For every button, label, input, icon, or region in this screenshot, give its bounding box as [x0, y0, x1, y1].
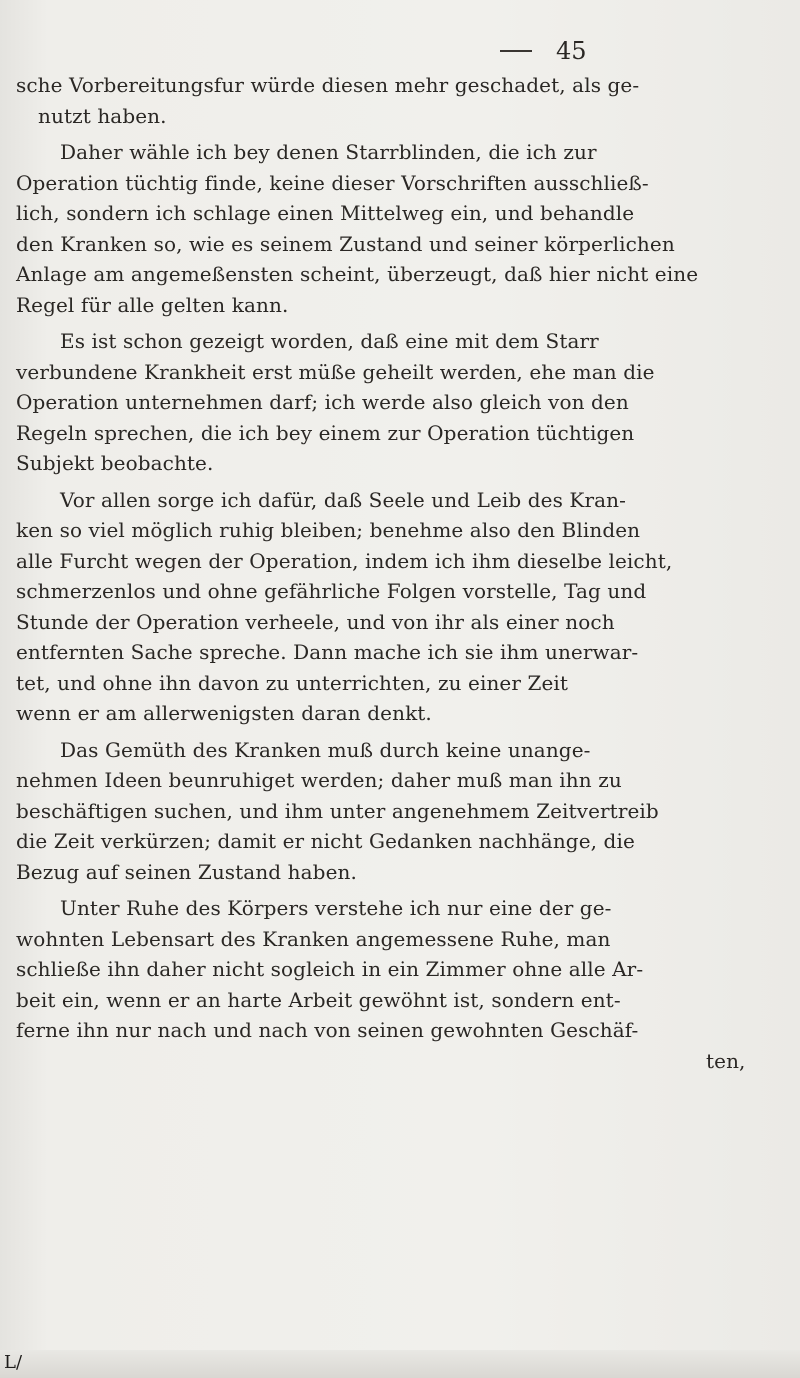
text-line: schließe ihn daher nicht sogleich in ein Zimmer ohne alle Ar- [16, 957, 644, 981]
header-rule [500, 50, 532, 52]
text-line: beit ein, wenn er an harte Arbeit gewöhnt ist, sondern ent- [16, 987, 621, 1012]
corner-mark: L/ [4, 1352, 23, 1373]
text-line: verbundene Krankheit erst müße geheilt werden, ehe man die [16, 359, 655, 384]
page-bottom-edge [0, 1350, 800, 1378]
text-line: schmerzenlos und ohne gefährliche Folgen vorstelle, Tag und [16, 579, 647, 603]
text-line: Anlage am angemeßensten scheint, überzeugt, daß hier nicht eine [16, 262, 699, 286]
text-line: Subjekt beobachte. [16, 451, 214, 475]
page-number: 45 [556, 37, 587, 65]
text-line: nutzt haben. [38, 103, 167, 128]
text-line: Regel für alle gelten kann. [16, 292, 289, 317]
text-line: tet, und ohne ihn davon zu unterrichten, zu einer Zeit [16, 670, 569, 695]
text-line: wenn er am allerwenigsten daran denkt. [16, 701, 432, 725]
text-line: ten, [706, 1048, 746, 1073]
text-line: Vor allen sorge ich dafür, daß Seele und Leib des Kran- [60, 487, 626, 512]
text-line: Unter Ruhe des Körpers verstehe ich nur eine der ge- [60, 896, 612, 920]
text-line: beschäftigen suchen, und ihm unter angenehmem Zeitvertreib [16, 798, 659, 823]
text-line: Es ist schon gezeigt worden, daß eine mit dem Starr [60, 329, 599, 353]
text-line: den Kranken so, wie es seinem Zustand und seiner körperlichen [16, 231, 675, 256]
text-line: sche Vorbereitungsfur würde diesen mehr geschadet, als ge- [16, 73, 640, 97]
text-line: alle Furcht wegen der Operation, indem ich ihm dieselbe leicht, [16, 548, 673, 573]
text-line: ken so viel möglich ruhig bleiben; benehme also den Blinden [16, 518, 641, 542]
text-line: ferne ihn nur nach und nach von seinen gewohnten Geschäf- [16, 1018, 639, 1042]
text-line: Stunde der Operation verheele, und von ihr als einer noch [16, 609, 615, 634]
text-line: Das Gemüth des Kranken muß durch keine unange- [60, 737, 591, 762]
text-line: Daher wähle ich bey denen Starrblinden, die ich zur [60, 140, 597, 164]
text-line: Regeln sprechen, die ich bey einem zur Operation tüchtigen [16, 420, 635, 445]
body-text [16, 70, 786, 1076]
text-line: Operation tüchtig finde, keine dieser Vorschriften ausschließ- [16, 170, 649, 195]
text-line: nehmen Ideen beunruhiget werden; daher muß man ihn zu [16, 768, 622, 792]
text-line: wohnten Lebensart des Kranken angemessene Ruhe, man [16, 926, 611, 951]
text-line: lich, sondern ich schlage einen Mittelweg ein, und behandle [16, 201, 635, 225]
text-line: Operation unternehmen darf; ich werde also gleich von den [16, 390, 629, 414]
text-line: Bezug auf seinen Zustand haben. [16, 859, 357, 884]
text-line: die Zeit verkürzen; damit er nicht Gedanken nachhänge, die [16, 829, 635, 853]
text-line: entfernten Sache spreche. Dann mache ich sie ihm unerwar- [16, 640, 639, 664]
